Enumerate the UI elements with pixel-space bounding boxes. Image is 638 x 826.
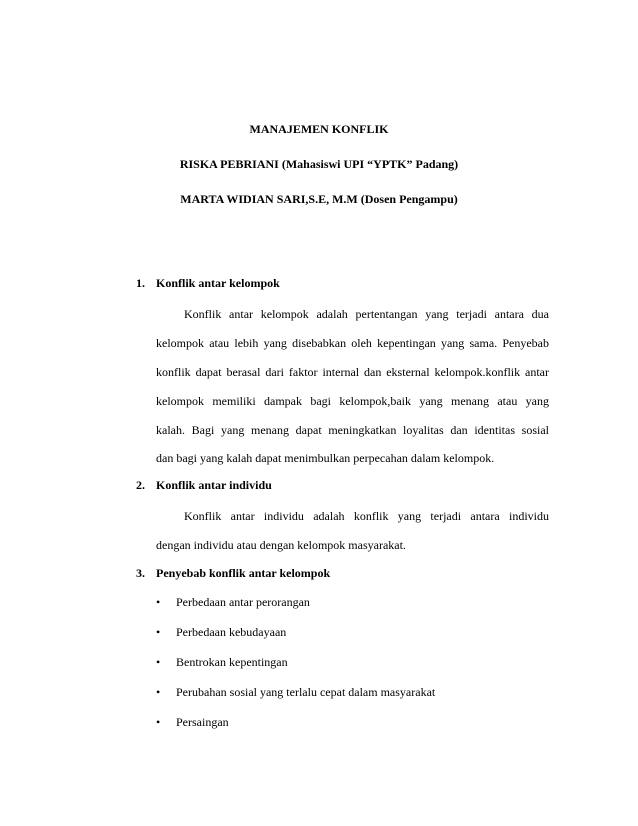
bullet-icon: • [156,715,161,729]
paragraph-line: dan bagi yang kalah dapat menimbulkan perpecahan dalam kelompok. [156,451,495,466]
section-title: Penyebab konflik antar kelompok [156,566,331,580]
list-item [156,714,435,744]
paragraph-line: Konflik antar individu adalah konflik yang terjadi antara individu [184,509,549,523]
section-heading-1 [136,276,280,291]
section-title: Konflik antar kelompok [156,276,280,290]
paragraph-line: kelompok atau lebih yang disebabkan oleh kepentingan yang sama. Penyebab [156,335,549,350]
paragraph-line: kelompok memiliki dampak bagi kelompok,baik yang menang atau yang [156,393,549,408]
bullet-icon: • [156,655,161,669]
section-number: 1. [136,276,145,290]
document-title: MANAJEMEN KONFLIK [249,122,389,136]
paragraph-line: kalah. Bagi yang menang dapat meningkatkan loyalitas dan identitas sosial [156,422,549,437]
list-item-text: Bentrokan kepentingan [176,655,288,669]
causes-list [156,594,435,744]
list-item-text: Perbedaan kebudayaan [176,625,287,639]
section-number: 3. [136,566,145,580]
list-item-text: Perbedaan antar perorangan [176,595,310,609]
section-heading-2 [136,478,272,493]
paragraph-line: konflik dapat berasal dari faktor internal dan eksternal kelompok.konflik antar [156,364,549,379]
section-2-paragraph [156,502,549,560]
lecturer-line: MARTA WIDIAN SARI,S.E, M.M (Dosen Pengampu) [180,192,458,206]
paragraph-line: dengan individu atau dengan kelompok masyarakat. [156,537,406,552]
list-item [156,594,435,624]
author-line: RISKA PEBRIANI (Mahasiswi UPI “YPTK” Padang) [179,157,459,171]
bullet-icon: • [156,625,161,639]
section-number: 2. [136,478,145,492]
section-title: Konflik antar individu [156,478,272,492]
section-1-paragraph [156,300,549,473]
list-item-text: Perubahan sosial yang terlalu cepat dalam masyarakat [176,685,436,699]
bullet-icon: • [156,685,161,699]
paragraph-line: Konflik antar kelompok adalah pertentangan yang terjadi antara dua [184,307,549,321]
section-heading-3 [136,566,330,581]
list-item [156,684,435,714]
bullet-icon: • [156,595,161,609]
list-item-text: Persaingan [176,715,229,729]
list-item [156,654,435,684]
list-item [156,624,435,654]
